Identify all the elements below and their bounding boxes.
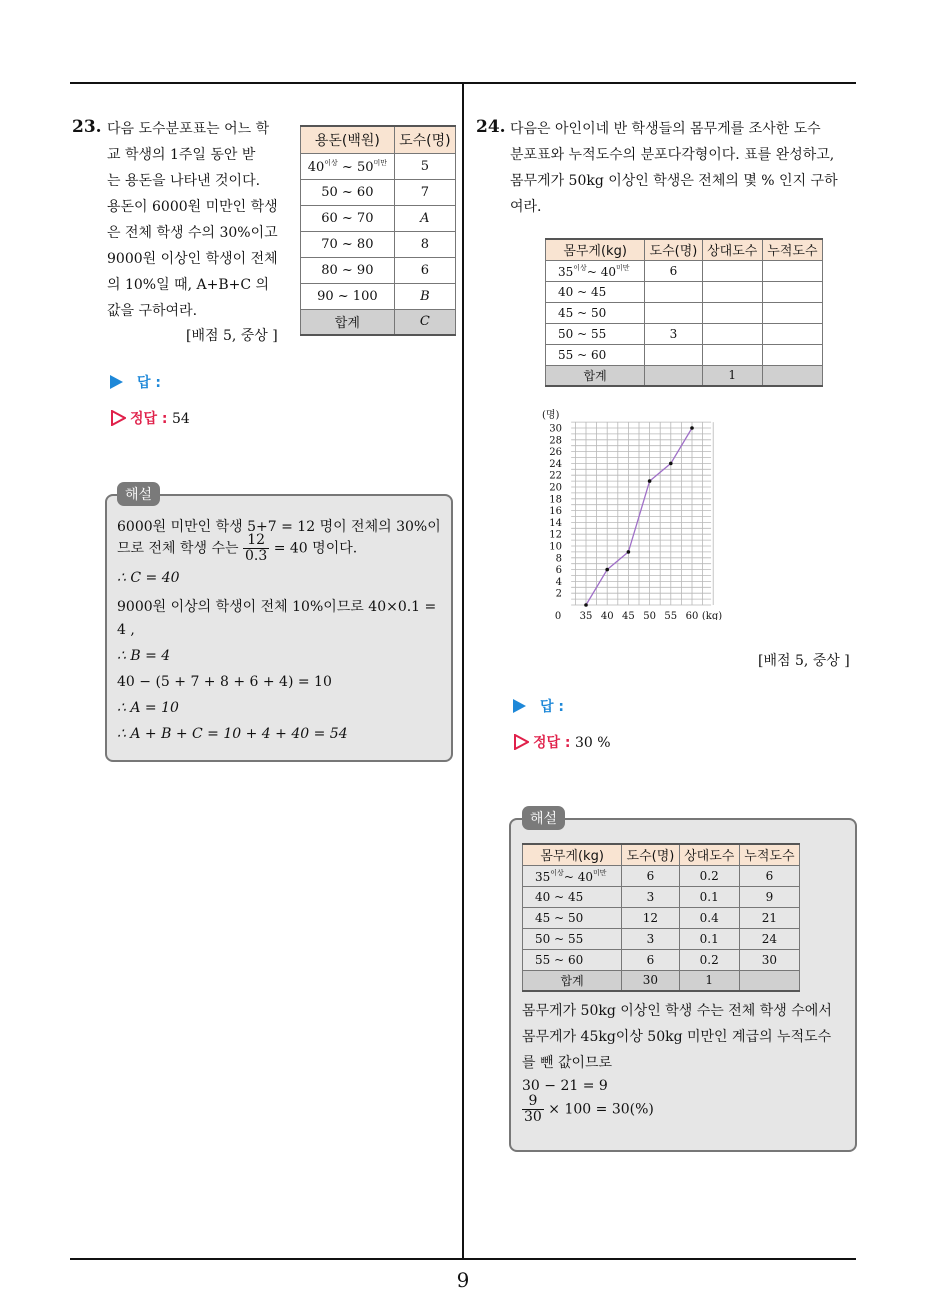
table-cell (645, 281, 702, 302)
data-point (605, 568, 609, 572)
table-cell (762, 281, 822, 302)
table-row (301, 231, 456, 257)
table-cell (702, 302, 762, 323)
x-tick-label: 50 (643, 611, 656, 620)
table-row (546, 344, 823, 365)
table-cell: 70 ~ 80 (301, 231, 395, 257)
y-tick-label: 18 (549, 494, 562, 506)
table-cell (702, 323, 762, 344)
x-tick-label: 35 (579, 611, 593, 620)
table-cell: 40 ~ 45 (523, 886, 622, 907)
q24-line: 몸무게가 50kg 이상인 학생은 전체의 몇 % 인지 구하 (510, 173, 838, 189)
table-cell: 6 (394, 257, 455, 283)
q23-sol-line: 40 − (5 + 7 + 8 + 6 + 4) = 10 (117, 674, 332, 690)
table-cell: 9 (739, 886, 799, 907)
q23-sol-line: 6000원 미만인 학생 5+7 = 12 명이 전체의 30%이 (117, 519, 441, 535)
table-row (301, 179, 456, 205)
table-cell: 0.2 (679, 949, 739, 970)
range-low: 35 (535, 869, 551, 884)
table-cell (762, 260, 822, 281)
data-point (690, 426, 694, 430)
sol-text: 므로 전체 학생 수는 (117, 540, 239, 557)
x-tick-label: 60 (685, 611, 699, 620)
y-axis-label: (명) (542, 410, 560, 421)
q23-correct (110, 408, 190, 428)
table-total-row (301, 309, 456, 335)
y-tick-label: 10 (549, 541, 562, 553)
table-cell: 30 (622, 970, 679, 991)
q23-score: [배점 5, 중상 ] (186, 328, 278, 344)
q23-line: 다음 도수분포표는 어느 학 (107, 121, 270, 137)
x-tick-label: 55 (664, 611, 678, 620)
table-header: 몸무게(kg) (546, 239, 645, 260)
x-tick-label: 40 (600, 611, 614, 620)
table-row (546, 323, 823, 344)
outline-triangle-icon (513, 734, 529, 750)
data-point (669, 462, 673, 466)
table-cell: 50 ~ 60 (301, 179, 395, 205)
table-cell: 50 ~ 55 (523, 928, 622, 949)
fraction (243, 533, 269, 564)
cumulative-frequency-chart (540, 405, 740, 620)
q23-sol-line: 9000원 이상의 학생이 전체 10%이므로 40×0.1 = (117, 599, 437, 615)
table-row (523, 928, 800, 949)
q23-line: 은 전체 학생 수의 30%이고 (107, 225, 278, 241)
sol-text: = 40 명이다. (273, 540, 358, 557)
column-divider (462, 84, 464, 1260)
table-row (301, 153, 456, 179)
data-point (648, 479, 652, 483)
table-row (523, 886, 800, 907)
table-cell: 합계 (523, 970, 622, 991)
table-cell: B (394, 283, 455, 309)
table-header: 도수(명) (394, 126, 455, 153)
table-cell: A (394, 205, 455, 231)
q24-sol-line: 30 − 21 = 9 (522, 1078, 608, 1094)
range-high: 50 (356, 159, 374, 175)
table-header: 도수(명) (645, 239, 702, 260)
table-row (523, 865, 800, 886)
y-tick-label: 8 (555, 553, 562, 565)
q23-line: 용돈이 6000원 미만인 학생 (107, 199, 278, 215)
y-tick-label: 14 (549, 517, 562, 529)
table-cell: 3 (622, 928, 679, 949)
table-cell: 8 (394, 231, 455, 257)
table-header: 상대도수 (702, 239, 762, 260)
numerator: 12 (243, 533, 269, 549)
q23-number: 23. (72, 117, 102, 137)
q24-sol-line: 몸무게가 45kg이상 50kg 미만인 계급의 누적도수 (522, 1029, 832, 1045)
table-cell: $35^{이상}\sim$ $40^{미만}$ (523, 865, 622, 886)
table-cell (645, 302, 702, 323)
table-row (546, 302, 823, 323)
table-cell: 1 (702, 365, 762, 386)
q24-solution-tag: 해설 (522, 806, 565, 830)
table-cell: 합계 (546, 365, 645, 386)
range-sup-low: 이상 (324, 158, 338, 167)
y-tick-label: 24 (549, 458, 562, 470)
table-cell: 90 ~ 100 (301, 283, 395, 309)
q24-frequency-table (545, 238, 823, 387)
q24-score: [배점 5, 중상 ] (758, 653, 850, 669)
q23-answer (110, 372, 161, 392)
table-cell: 0.1 (679, 928, 739, 949)
table-cell: 45 ~ 50 (546, 302, 645, 323)
q23-sol-line: ∴ B = 4 (117, 648, 171, 664)
table-cell (645, 344, 702, 365)
bottom-rule (70, 1258, 856, 1260)
table-cell: 6 (622, 949, 679, 970)
table-cell: 80 ~ 90 (301, 257, 395, 283)
q23-sol-line: 4 , (117, 622, 135, 638)
correct-label: 정답 : (130, 411, 168, 427)
q23-line: 는 용돈을 나타낸 것이다. (107, 173, 261, 189)
sol-text: × 100 = 30(%) (548, 1101, 654, 1118)
play-triangle-icon (110, 375, 123, 389)
q23-line: 값을 구하여라. (107, 303, 198, 319)
x-tick-label: 0 (554, 611, 562, 620)
y-tick-label: 22 (549, 470, 562, 482)
range-low: 40 (307, 159, 325, 175)
answer-label: 답 : (540, 699, 564, 715)
q24-number: 24. (476, 117, 506, 137)
range-sup-high: 미만 (615, 263, 630, 272)
table-row (523, 949, 800, 970)
table-cell: 55 ~ 60 (523, 949, 622, 970)
y-tick-label: 20 (549, 482, 562, 494)
q24-line: 분포표와 누적도수의 분포다각형이다. 표를 완성하고, (510, 147, 835, 163)
table-cell: 24 (739, 928, 799, 949)
y-tick-label: 30 (549, 423, 562, 435)
table-cell: 6 (622, 865, 679, 886)
table-cell (762, 302, 822, 323)
play-triangle-icon (513, 699, 526, 713)
data-point (584, 603, 588, 607)
table-total-row (546, 365, 823, 386)
table-cell (702, 344, 762, 365)
range-sup-high: 미만 (373, 158, 388, 167)
fraction (522, 1094, 544, 1125)
y-tick-label: 12 (549, 529, 562, 541)
table-header: 몸무게(kg) (523, 844, 622, 865)
table-row (301, 257, 456, 283)
table-cell: 합계 (301, 309, 395, 335)
table-cell: 60 ~ 70 (301, 205, 395, 231)
table-cell: C (394, 309, 455, 335)
table-cell: 40 ~ 45 (546, 281, 645, 302)
range-sup-high: 미만 (592, 868, 607, 877)
table-cell: 7 (394, 179, 455, 205)
table-header: 상대도수 (679, 844, 739, 865)
numerator: 9 (522, 1094, 544, 1110)
correct-label: 정답 : (533, 735, 571, 751)
q23-sol-line: ∴ A + B + C = 10 + 4 + 40 = 54 (117, 726, 348, 742)
range-low: 35 (558, 264, 574, 279)
q23-line: 의 10%일 때, A+B+C 의 (107, 277, 270, 293)
q23-line: 9000원 이상인 학생이 전체 (107, 251, 278, 267)
q23-text (107, 116, 287, 324)
table-total-row (523, 970, 800, 991)
table-row (523, 907, 800, 928)
q24-line: 다음은 아인이네 반 학생들의 몸무게를 조사한 도수 (510, 121, 821, 137)
table-cell: 3 (622, 886, 679, 907)
table-cell: 12 (622, 907, 679, 928)
q23-sol-line: ∴ C = 40 (117, 570, 180, 586)
table-cell (645, 365, 702, 386)
q24-correct (513, 732, 611, 752)
range-sup-low: 이상 (550, 868, 564, 877)
y-tick-label: 2 (555, 588, 562, 600)
table-cell: 55 ~ 60 (546, 344, 645, 365)
y-tick-label: 4 (555, 576, 562, 588)
table-cell: 6 (645, 260, 702, 281)
range-high: 40 (577, 869, 593, 884)
table-header: 누적도수 (739, 844, 799, 865)
y-tick-label: 16 (549, 506, 562, 518)
correct-value: 54 (171, 411, 190, 427)
answer-label: 답 : (137, 375, 161, 391)
range-sup-low: 이상 (573, 263, 587, 272)
table-header: 도수(명) (622, 844, 679, 865)
q23-frequency-table (300, 125, 456, 336)
table-cell: 1 (679, 970, 739, 991)
q23-sol-line (117, 533, 357, 564)
q23-sol-line: ∴ A = 10 (117, 700, 179, 716)
q24-solution-table (522, 843, 800, 992)
table-cell: $40^{이상}$ ~ $50^{미만}$ (301, 153, 395, 179)
table-cell: $35^{이상}\sim$ $40^{미만}$ (546, 260, 645, 281)
y-tick-label: 28 (549, 435, 562, 447)
q24-sol-line: 를 뺀 값이므로 (522, 1055, 613, 1071)
table-header: 누적도수 (762, 239, 822, 260)
q23-line: 교 학생의 1주일 동안 받 (107, 147, 256, 163)
q23-solution-tag: 해설 (117, 482, 160, 506)
q24-sol-line (522, 1094, 654, 1125)
table-cell: 21 (739, 907, 799, 928)
table-row (301, 283, 456, 309)
denominator: 30 (524, 1109, 542, 1125)
q24-line: 여라. (510, 199, 542, 215)
table-cell (762, 365, 822, 386)
range-high: 40 (600, 264, 616, 279)
data-point (627, 550, 631, 554)
y-tick-label: 6 (555, 565, 562, 577)
table-cell: 0.1 (679, 886, 739, 907)
table-row (301, 205, 456, 231)
q24-answer (513, 696, 564, 716)
table-cell: 45 ~ 50 (523, 907, 622, 928)
table-cell: 5 (394, 153, 455, 179)
table-header: 용돈(백원) (301, 126, 395, 153)
x-tick-label: 45 (622, 611, 635, 620)
table-cell (762, 323, 822, 344)
page-number: 9 (456, 1268, 470, 1292)
q24-text (510, 116, 860, 220)
table-cell: 6 (739, 865, 799, 886)
table-cell (702, 281, 762, 302)
x-axis-label: (kg) (701, 611, 723, 620)
q24-sol-line: 몸무게가 50kg 이상인 학생 수는 전체 학생 수에서 (522, 1003, 832, 1019)
table-cell: 0.2 (679, 865, 739, 886)
table-cell: 0.4 (679, 907, 739, 928)
table-cell: 30 (739, 949, 799, 970)
table-row (546, 281, 823, 302)
table-cell: 3 (645, 323, 702, 344)
correct-value: 30 % (574, 735, 611, 751)
table-row (546, 260, 823, 281)
table-cell (702, 260, 762, 281)
outline-triangle-icon (110, 410, 126, 426)
table-cell (739, 970, 799, 991)
table-cell: 50 ~ 55 (546, 323, 645, 344)
y-tick-label: 26 (549, 447, 562, 459)
table-cell (762, 344, 822, 365)
denominator: 0.3 (245, 548, 268, 564)
